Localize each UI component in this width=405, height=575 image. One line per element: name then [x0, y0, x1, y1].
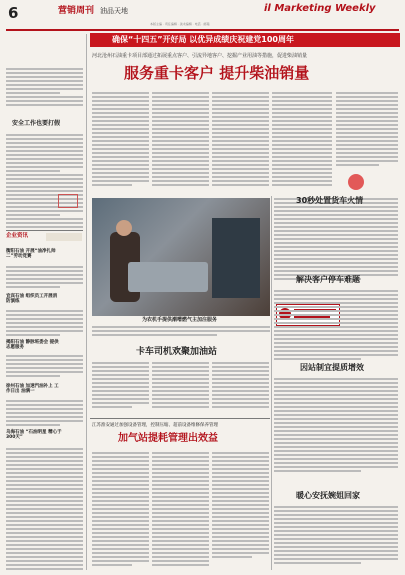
brief-title-2: 宜宾石油 组织员工开展消防演练: [6, 294, 58, 305]
left-headline: 安全工作也要打假: [12, 120, 61, 127]
section-title: 营销周刊: [58, 6, 95, 16]
signature-stamp: [58, 194, 78, 208]
main-kicker: 河北沧州石油重卡项目部通过拓展重点客户、引流异地客户、挖掘产业用油等措施，促进柴油销量: [92, 53, 308, 59]
right-story-2-headline: 解决客户停车难题: [296, 275, 360, 284]
brief-section-logo: [46, 233, 82, 241]
right-story-4-headline: 暖心安抚婉姐回家: [296, 491, 360, 500]
right-story-4-body: [274, 506, 398, 570]
subsection-title: 油品天地: [100, 7, 128, 15]
main-photo: [92, 198, 270, 316]
right-story-3-body: [274, 378, 398, 480]
header-fine-print: 本版主编 · 责任编辑 · 美术编辑 · 电话 · 邮箱: [150, 22, 210, 26]
right-story-1-headline: 30秒处置货车火情: [296, 196, 364, 205]
main-body-col-1: [92, 92, 149, 196]
main-headline: 服务重卡客户 提升柴油销量: [124, 64, 310, 82]
brand-masthead: il Marketing Weekly: [264, 3, 376, 14]
lower-story-1-col-a: [92, 362, 149, 414]
right-story-2-body: [274, 290, 398, 370]
photo-caption: 为农机手提供潮嘈燃气主加注服务: [142, 317, 218, 323]
right-story-1-body: [274, 210, 398, 274]
brief-title-3: 揭阳石油 静脉班委会 提供志愿服务: [6, 340, 59, 351]
banner-text: 确保“十四五”开好局 以优异成绩庆祝建党100周年: [112, 35, 294, 44]
main-body-col-4: [272, 92, 332, 196]
lower-story-2-subhead: 江苏淮安通过加强设备管理，控制压缩、超前设备维修保养管理: [92, 423, 218, 428]
photo-caption-body: [92, 326, 270, 340]
brief-title-5: 乌海石油 “石油明星 精心于300天”: [6, 430, 62, 441]
main-body-col-3: [212, 92, 269, 196]
lower-story-2-col-b: [152, 452, 209, 570]
lower-story-1-col-b: [152, 362, 209, 414]
lower-story-1-col-c: [212, 362, 269, 414]
page-number: 6: [8, 4, 19, 22]
main-body-col-2: [152, 92, 209, 196]
brief-title-4: 徐州石油 加速汽油补上 工作日出 油满一: [6, 384, 59, 395]
seal-stamp: [348, 174, 364, 190]
lower-story-1-headline: 卡车司机欢聚加油站: [136, 347, 218, 357]
brief-section-label: 企业资讯: [6, 233, 29, 239]
main-body-col-5: [336, 92, 398, 172]
right-story-3-headline: 因站制宜提质增效: [300, 363, 364, 372]
lower-story-2-headline: 加气站提耗管理出效益: [118, 433, 218, 444]
brief-title-1: 衡阳石油 开展“油净扎帅二”劳动竞赛: [6, 249, 56, 260]
left-column: [6, 34, 83, 570]
header-rule: [6, 29, 399, 31]
lower-story-2-col-a: [92, 452, 149, 570]
lower-story-2-col-c: [212, 452, 269, 570]
